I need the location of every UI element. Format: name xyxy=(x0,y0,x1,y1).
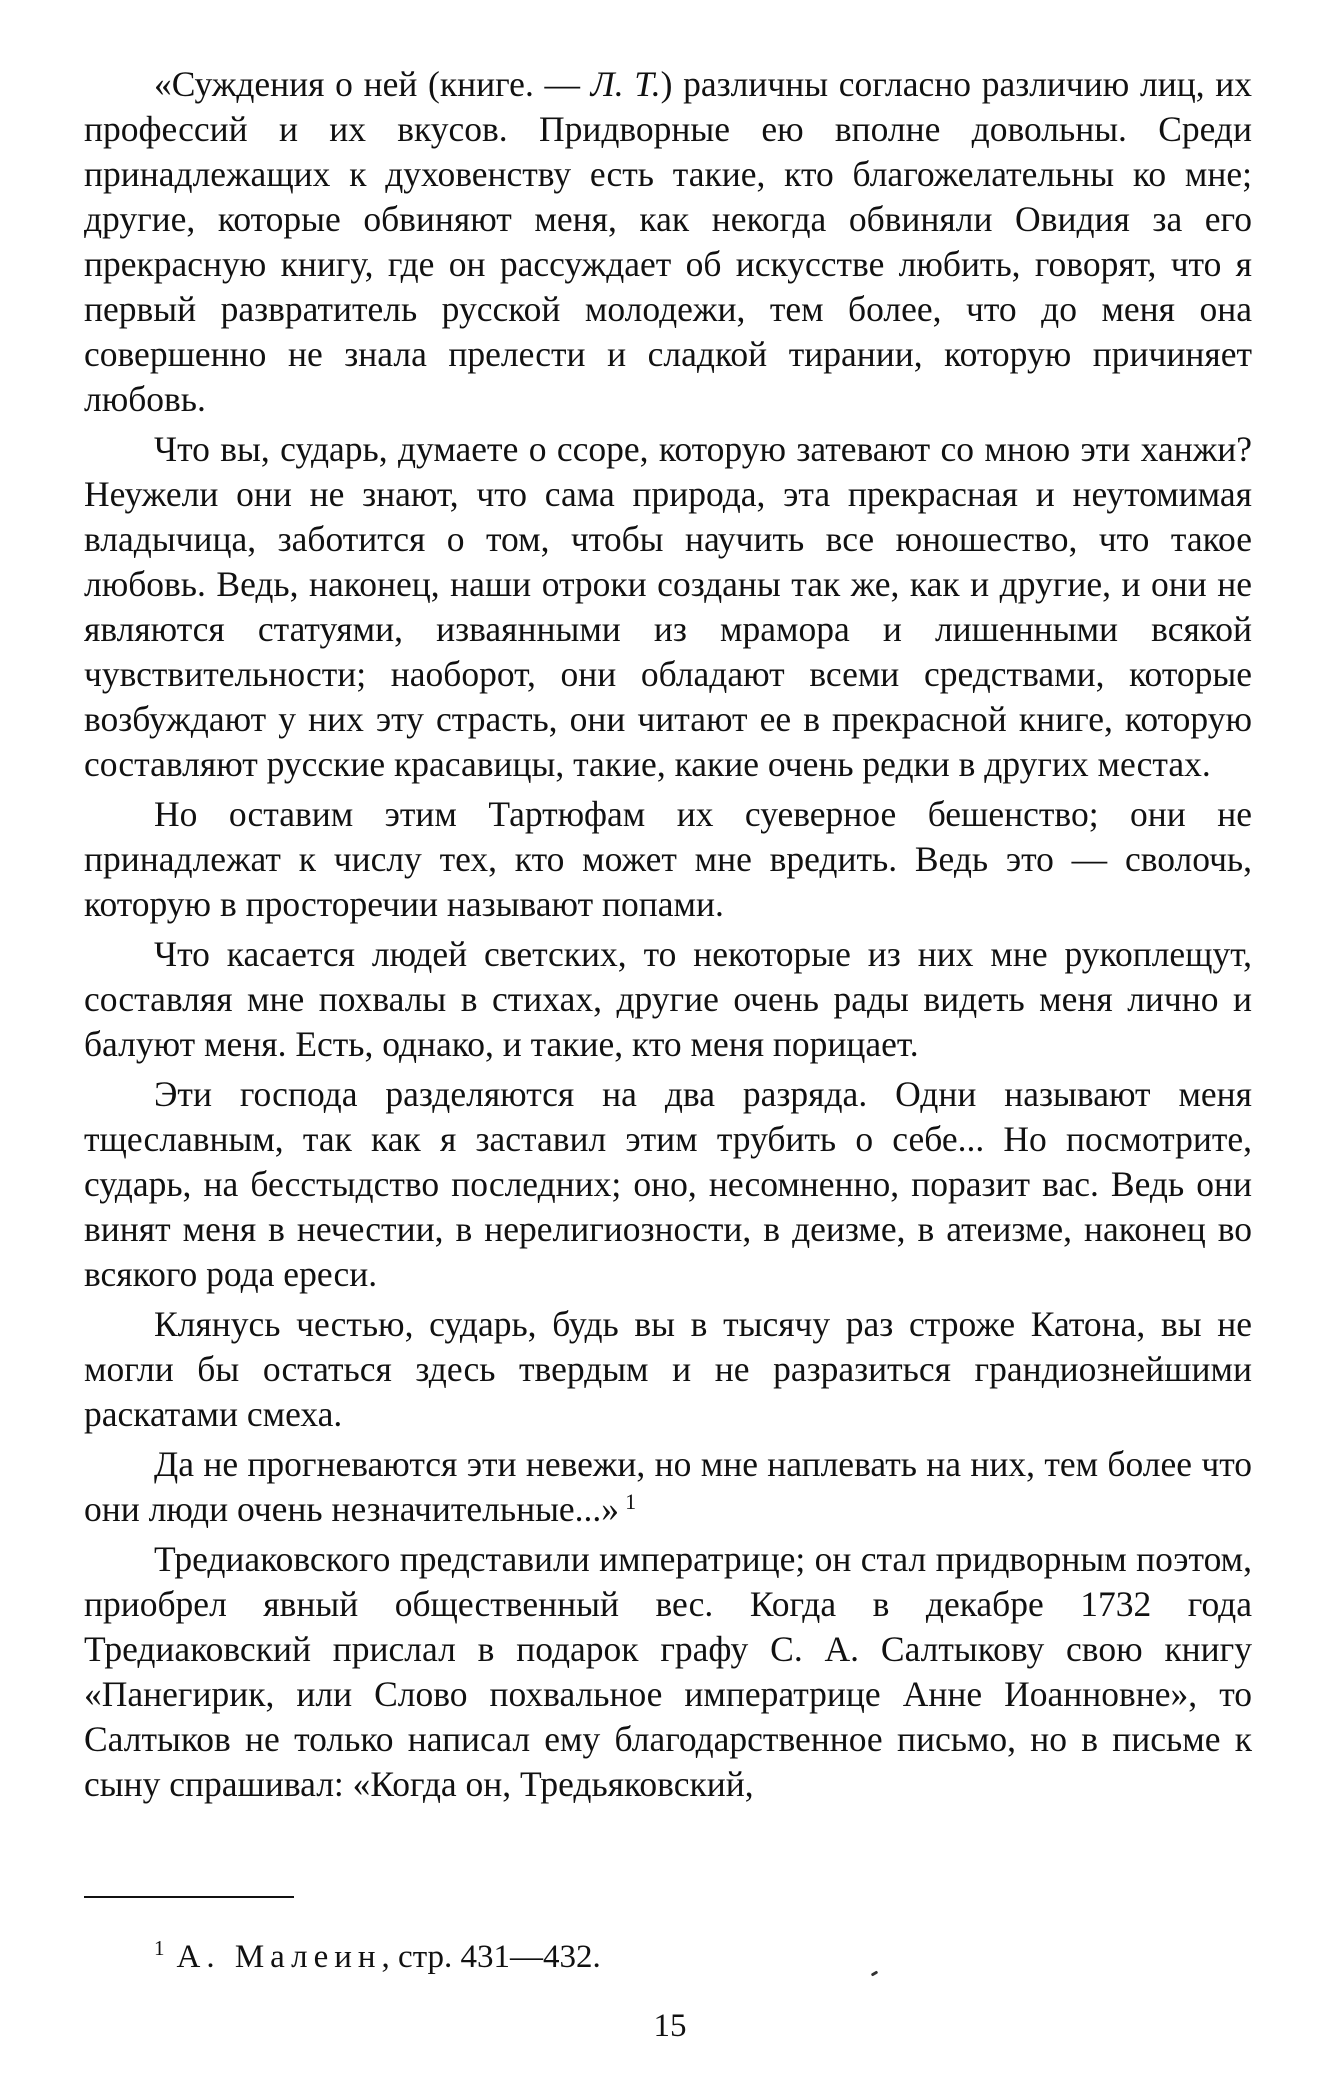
paragraph-4: Что касается людей светских, то некоторые из них мне рукоплещут, составляя мне похвалы в стихах, другие очень рады видеть меня лично и балуют меня. Есть, однако, и такие, кто меня порицает. xyxy=(84,934,1252,1064)
paragraph-8: Тредиаковского представили императрице; он стал придворным поэтом, приобрел явный общественный вес. Когда в декабре 1732 года Тредиаковский прислал в подарок графу С. А. Салтыкову свою книгу «Панегирик, или Слово похвальное императрице Анне Иоанновне», то Салтыков не только написал ему благодарственное письмо, но в письме к сыну спрашивал: «Когда он, Тредьяковский, xyxy=(84,1539,1252,1804)
paragraph-2: Что вы, сударь, думаете о ссоре, которую затевают со мною эти ханжи? Неужели они не знают, что сама природа, эта прекрасная и неутомимая владычица, заботится о том, чтобы научить все юношество, что такое любовь. Ведь, наконец, наши отроки созданы так же, как и другие, и они не являются статуями, изваянными из мрамора и лишенными всякой чувствительности; наоборот, они обладают всеми средствами, которые возбуждают у них эту страсть, они читают ее в прекрасной книге, которую составляют русские красавицы, такие, какие очень редки в других местах. xyxy=(84,429,1252,784)
paragraph-1 xyxy=(84,62,1252,422)
paragraph-3: Но оставим этим Тартюфам их суеверное бешенство; они не принадлежат к числу тех, кто может мне вредить. Ведь это — сволочь, которую в просторечии называют попами. xyxy=(84,794,1252,924)
paragraph-6: Клянусь честью, сударь, будь вы в тысячу раз строже Катона, вы не могли бы остаться здесь твердым и не разразиться грандиознейшими раскатами смеха. xyxy=(84,1304,1252,1434)
paragraph-7 xyxy=(84,1442,1252,1532)
footnote xyxy=(154,1928,601,1977)
page-number: 15 xyxy=(653,2008,687,2044)
main-text xyxy=(84,62,1252,1807)
footnote-reference: 1 xyxy=(625,1489,637,1514)
paragraph-5: Эти господа разделяются на два разряда. Одни называют меня тщеславным, так как я заставил этим трубить о себе... Но посмотрите, сударь, на бесстыдство последних; оно, несомненно, поразит вас. Ведь они винят меня в нечестии, в нерелигиозности, в деизме, в атеизме, наконец во всякого рода ереси. xyxy=(84,1074,1252,1294)
footnote-mark: 1 xyxy=(154,1936,165,1960)
paragraph-1-rest: ) различны согласно различию лиц, их профессий и их вкусов. Придворные ею вполне довольны. Среди принадлежащих к духовенству есть такие, кто благожелательны ко мне; другие, которые обвиняют меня, как некогда обвиняли Овидия за его прекрасную книгу, где он рассуждает об искусстве любить, говорят, что я первый развратитель русской молодежи, тем более, что до меня она совершенно не знала прелести и сладкой тирании, которую причиняет любовь. xyxy=(84,64,1252,419)
editor-initials: Л. Т. xyxy=(590,64,661,104)
paragraph-7-text: Да не прогневаются эти невежи, но мне наплевать на них, тем более что они люди очень незначительные...» xyxy=(84,1444,1252,1529)
footnote-pages: , стр. 431—432. xyxy=(381,1939,601,1975)
print-speck xyxy=(871,1970,879,1976)
paragraph-1-open: «Суждения о ней (книге. — xyxy=(154,64,591,104)
footnote-author: А. Малеин xyxy=(176,1939,382,1975)
footnote-divider xyxy=(84,1896,294,1898)
